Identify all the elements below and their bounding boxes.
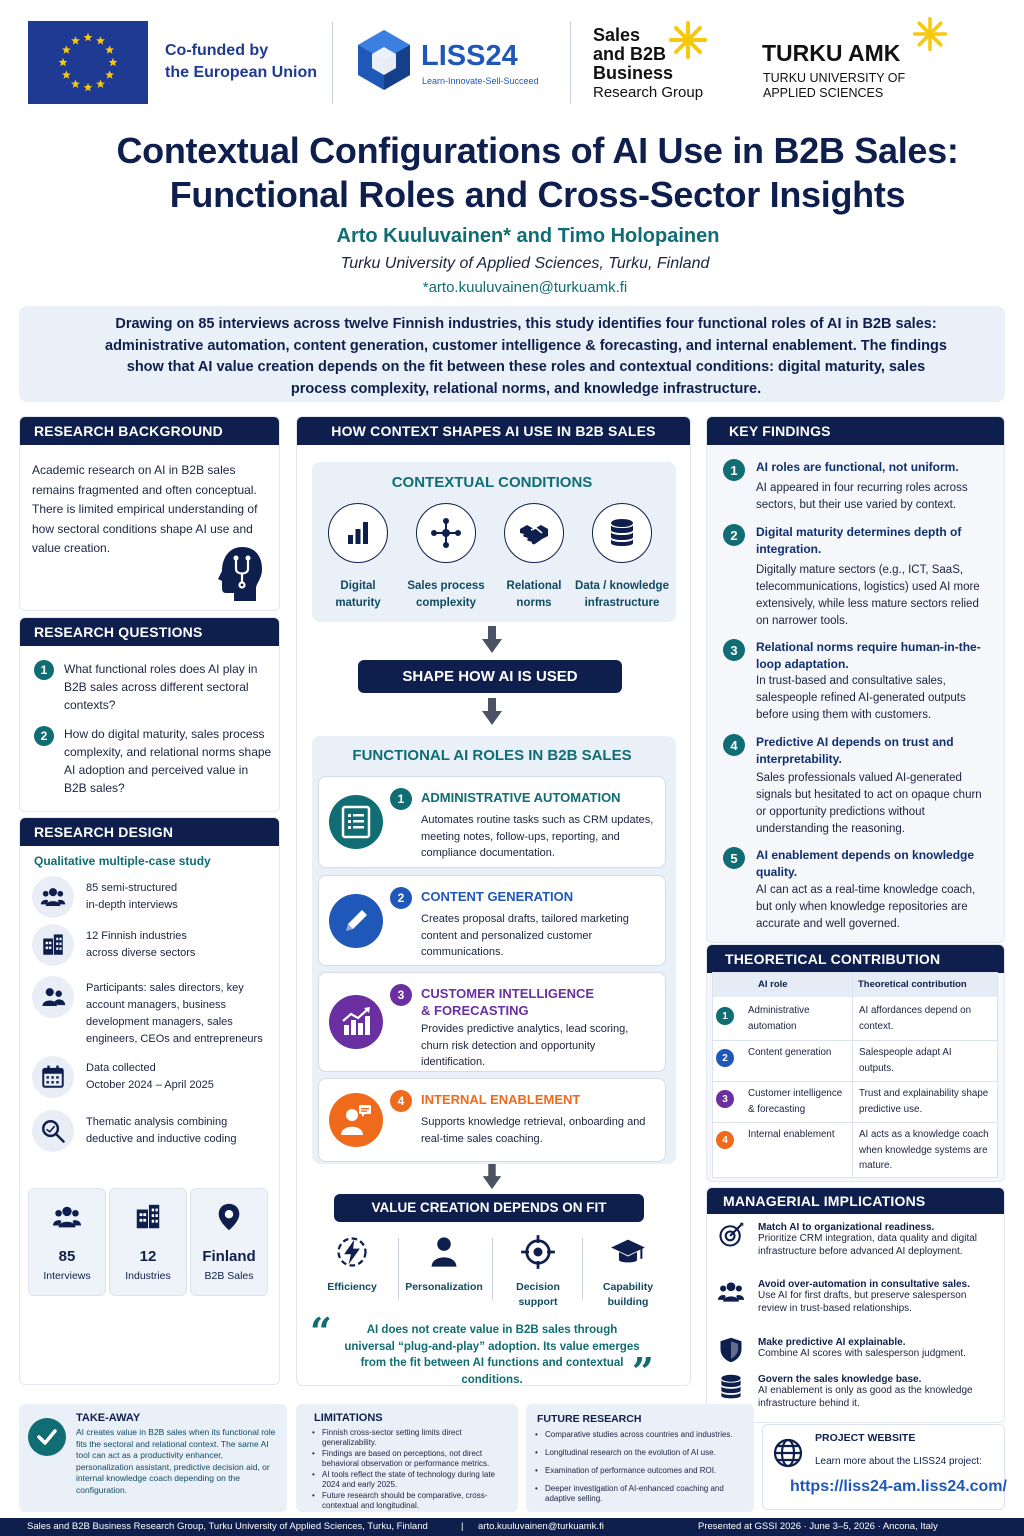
finding-text: AI appeared in four recurring roles across sectors, but their use varied by context.	[756, 482, 968, 511]
ai-head-icon	[216, 543, 264, 603]
roles-title: FUNCTIONAL AI ROLES IN B2B SALES	[352, 747, 632, 764]
checklist-document-icon	[329, 795, 383, 849]
support-person-icon	[329, 1093, 383, 1147]
participants-icon	[32, 976, 74, 1018]
header-divider	[332, 22, 333, 104]
stat-value: Finland	[202, 1248, 256, 1265]
limitations-list	[312, 1428, 512, 1512]
role-title: CUSTOMER INTELLIGENCE & FORECASTING	[421, 986, 595, 1018]
lightning-icon	[334, 1234, 370, 1270]
number-badge: 1	[723, 459, 745, 481]
liss24-tagline: Learn-Innovate-Sell-Succeed	[422, 76, 539, 86]
number-badge: 1	[390, 788, 412, 810]
finding-text: In trust-based and consultative sales, salespeople refined AI-generated outputs before using them with customers.	[756, 675, 966, 721]
finding-title: Predictive AI depends on trust and interpretability.	[756, 735, 954, 766]
value-label: Decision support	[516, 1281, 560, 1308]
stat-label: Interviews	[43, 1270, 91, 1282]
graduation-cap-icon	[610, 1234, 646, 1270]
theory-role: Content generation	[748, 1047, 832, 1058]
bar-chart-icon	[328, 503, 388, 563]
list-item: • Comparative studies across countries and industries.	[535, 1430, 749, 1440]
footer-email[interactable]: arto.kuuluvainen@turkuamk.fi	[478, 1521, 604, 1532]
affiliation: Turku University of Applied Sciences, Turku, Finland	[340, 255, 710, 272]
authors: Arto Kuuluvainen* and Timo Holopainen	[336, 225, 720, 247]
implication-text: Use AI for first drafts, but preserve salesperson review in trust-based relationships.	[758, 1290, 967, 1314]
role-text: Provides predictive analytics, lead scoring, churn risk detection and opportunity identification.	[421, 1023, 629, 1068]
conditions-title: CONTEXTUAL CONDITIONS	[391, 474, 593, 491]
theory-col-contrib: Theoretical contribution	[858, 979, 967, 990]
background-text: Academic research on AI in B2B sales remains fragmented and often conceptual. There is limited empirical understanding of how sectoral conditions shape AI use and value creation.	[32, 463, 258, 555]
people-icon	[717, 1278, 745, 1306]
building-icon	[133, 1202, 163, 1232]
takeaway-heading: TAKE-AWAY	[76, 1412, 141, 1424]
implication-title: Govern the sales knowledge base.	[758, 1374, 922, 1385]
number-badge: 2	[34, 726, 54, 746]
section-heading: THEORETICAL CONTRIBUTION	[707, 945, 1004, 973]
condition-label: Data / knowledge infrastructure	[575, 580, 669, 609]
value-divider	[582, 1238, 583, 1300]
people-icon	[32, 876, 74, 918]
list-item: • Longitudinal research on the evolution of AI use.	[535, 1448, 749, 1458]
theory-role: Customer intelligence & forecasting	[748, 1088, 843, 1115]
future-heading: FUTURE RESEARCH	[537, 1413, 642, 1425]
target-icon	[520, 1234, 556, 1270]
condition-label: Digital maturity	[335, 580, 381, 609]
section-heading: HOW CONTEXT SHAPES AI USE IN B2B SALES	[297, 417, 690, 445]
quote-text: AI does not create value in B2B sales through universal “plug-and-play” adoption. Its value emerges from the fit between AI functions and contextual conditions.	[344, 1324, 640, 1386]
turku-amk-name: TURKU AMK	[762, 40, 901, 66]
list-item: • Examination of performance outcomes and ROI.	[535, 1466, 749, 1476]
condition-label: Sales process complexity	[407, 580, 485, 609]
finding-title: AI enablement depends on knowledge quality.	[756, 848, 975, 879]
research-background-panel	[19, 416, 280, 611]
number-badge: 2	[390, 887, 412, 909]
value-label: Personalization	[405, 1281, 483, 1293]
checkmark-icon	[28, 1418, 66, 1456]
role-text: Automates routine tasks such as CRM updates, meeting notes, follow-ups, reporting, and compliance documentation.	[421, 814, 654, 859]
theory-contrib: AI affordances depend on context.	[859, 1005, 972, 1032]
list-item: • Deeper investigation of AI-enhanced coaching and adaptive selling.	[535, 1484, 749, 1504]
number-badge: 4	[723, 734, 745, 756]
quote-open-icon: “	[310, 1309, 332, 1354]
list-item: • Findings are based on perceptions, not direct behavioral observation or performance metrics.	[312, 1449, 512, 1469]
implication-title: Avoid over-automation in consultative sales.	[758, 1279, 970, 1290]
section-heading: RESEARCH DESIGN	[20, 818, 279, 846]
number-badge: 4	[390, 1090, 412, 1112]
design-item-text: 12 Finnish industries across diverse sectors	[86, 930, 196, 959]
table-row-divider	[713, 1081, 997, 1082]
role-text: Creates proposal drafts, tailored marketing content and personalized customer communications.	[421, 913, 629, 958]
database-icon	[717, 1373, 745, 1401]
quote-close-icon: ”	[632, 1349, 654, 1394]
implication-text: Prioritize CRM integration, data quality and digital infrastructure before advanced AI deployment.	[758, 1233, 977, 1257]
contact-email: *arto.kuuluvainen@turkuamk.fi	[422, 279, 628, 296]
finding-text: Sales professionals valued AI-generated signals but hesitated to act on opaque churn or opportunity predictions without understanding the reasoning.	[756, 772, 982, 835]
footer-separator: |	[461, 1521, 464, 1532]
number-badge: 1	[716, 1007, 734, 1025]
value-label: Capability building	[602, 1281, 654, 1308]
implication-title: Make predictive AI explainable.	[758, 1337, 906, 1348]
number-badge: 2	[723, 524, 745, 546]
implication-text: Combine AI scores with salesperson judgment.	[758, 1348, 966, 1359]
footer-affiliation: Sales and B2B Business Research Group, Turku University of Applied Sciences, Turku, Finland	[27, 1521, 428, 1532]
section-heading: RESEARCH BACKGROUND	[20, 417, 279, 445]
theory-col-role: AI role	[758, 979, 788, 990]
question-text: What functional roles does AI play in B2B sales across different sectoral contexts?	[64, 662, 258, 712]
role-title: CONTENT GENERATION	[421, 889, 574, 904]
role-text: Supports knowledge retrieval, onboarding and real-time sales coaching.	[421, 1116, 646, 1145]
research-questions-panel	[19, 617, 280, 812]
arrow-down-icon	[482, 698, 502, 726]
person-icon	[426, 1234, 462, 1270]
liss24-name: LISS24	[421, 40, 518, 72]
stat-value: 12	[139, 1248, 157, 1265]
condition-label: Relational norms	[506, 580, 562, 609]
number-badge: 4	[716, 1131, 734, 1149]
location-pin-icon	[214, 1202, 244, 1232]
arrow-down-icon	[482, 626, 502, 654]
finding-title: AI roles are functional, not uniform.	[756, 460, 959, 474]
eu-flag	[28, 21, 148, 104]
header-divider	[570, 22, 571, 104]
implication-text: AI enablement is only as good as the knowledge infrastructure behind it.	[758, 1385, 973, 1409]
arrow-down-icon	[482, 1164, 502, 1190]
section-heading: MANAGERIAL IMPLICATIONS	[707, 1188, 1004, 1214]
value-creation-banner: VALUE CREATION DEPENDS ON FIT	[334, 1194, 644, 1222]
number-badge: 2	[716, 1049, 734, 1067]
eu-text: Co-funded by the European Union	[165, 42, 317, 81]
turku-amk-sub: TURKU UNIVERSITY OF APPLIED SCIENCES	[763, 71, 906, 100]
sales-group-sub: Research Group	[593, 84, 704, 101]
handshake-icon	[504, 503, 564, 563]
number-badge: 5	[723, 847, 745, 869]
globe-icon	[772, 1437, 804, 1469]
website-link[interactable]: https://liss24-am.liss24.com/	[790, 1478, 1007, 1495]
calendar-icon	[32, 1056, 74, 1098]
eu-stars-icon	[28, 21, 148, 104]
sun-star-icon	[668, 20, 708, 60]
table-row-divider	[713, 1040, 997, 1041]
stat-label: B2B Sales	[204, 1270, 254, 1282]
sun-star-icon	[912, 16, 948, 52]
value-label: Efficiency	[327, 1281, 377, 1293]
section-heading: RESEARCH QUESTIONS	[20, 618, 279, 646]
shield-icon	[717, 1336, 745, 1364]
stat-value: 85	[58, 1248, 76, 1265]
number-badge: 3	[716, 1090, 734, 1108]
liss24-logo-icon	[356, 28, 412, 92]
implication-title: Match AI to organizational readiness.	[758, 1222, 935, 1233]
table-divider	[852, 973, 853, 1177]
value-divider	[398, 1238, 399, 1300]
building-icon	[32, 924, 74, 966]
value-divider	[492, 1238, 493, 1300]
database-icon	[592, 503, 652, 563]
theory-contrib: Salespeople adapt AI outputs.	[859, 1047, 952, 1074]
limitations-heading: LIMITATIONS	[314, 1412, 383, 1424]
finding-text: Digitally mature sectors (e.g., ICT, SaaS, telecommunications, logistics) used AI more extensively, while less mature sectors relied on narrower tools.	[756, 564, 980, 627]
stat-label: Industries	[125, 1270, 171, 1282]
design-item-text: Participants: sales directors, key account managers, business development managers, sales engineers, CEOs and entrepreneurs	[86, 982, 263, 1045]
research-design-panel	[19, 817, 280, 1385]
list-item: • AI tools reflect the state of technology during late 2024 and early 2025.	[312, 1470, 512, 1490]
future-list	[535, 1430, 749, 1512]
finding-text: AI can act as a real-time knowledge coach, but only when knowledge repositories are accurate and well governed.	[756, 884, 976, 930]
table-row-divider	[713, 1122, 997, 1123]
design-item-text: Thematic analysis combining deductive and inductive coding	[86, 1116, 237, 1145]
theory-contrib: AI acts as a knowledge coach when knowledge systems are mature.	[859, 1129, 989, 1171]
footer-conference: Presented at GSSI 2026 · June 3–5, 2026 · Ancona, Italy	[698, 1521, 938, 1532]
poster-title-line1: Contextual Configurations of AI Use in B2B Sales:	[116, 130, 959, 171]
growth-chart-icon	[329, 995, 383, 1049]
website-text: Learn more about the LISS24 project:	[815, 1456, 982, 1467]
theory-role: Internal enablement	[748, 1129, 835, 1140]
people-icon	[52, 1202, 82, 1232]
question-text: How do digital maturity, sales process complexity, and relational norms shape AI adoption and perceived value in B2B sales?	[64, 727, 272, 795]
takeaway-text: AI creates value in B2B sales when its functional role fits the sectoral and relational context. The same AI tool can act as a productivity enhancer, personalization assistant, predictive decision aid, or internal knowledge coach depending on the configuration.	[76, 1427, 276, 1495]
number-badge: 3	[723, 639, 745, 661]
design-subheading: Qualitative multiple-case study	[34, 854, 211, 868]
number-badge: 1	[34, 660, 54, 680]
finding-title: Relational norms require human-in-the-loop adaptation.	[756, 640, 981, 671]
role-title: ADMINISTRATIVE AUTOMATION	[421, 790, 621, 805]
website-heading: PROJECT WEBSITE	[815, 1432, 916, 1444]
magnifier-icon	[32, 1110, 74, 1152]
theory-contrib: Trust and explainability shape predictive use.	[859, 1088, 989, 1115]
shape-how-ai-banner: SHAPE HOW AI IS USED	[358, 660, 622, 693]
design-item-text: Data collected October 2024 – April 2025	[86, 1062, 214, 1091]
number-badge: 3	[390, 984, 412, 1006]
list-item: • Future research should be comparative, cross-contextual and longitudinal.	[312, 1491, 512, 1511]
target-check-icon	[717, 1221, 745, 1249]
role-title: INTERNAL ENABLEMENT	[421, 1092, 581, 1107]
network-icon	[416, 503, 476, 563]
poster-title-line2: Functional Roles and Cross-Sector Insights	[169, 174, 906, 215]
theory-role: Administrative automation	[748, 1005, 810, 1032]
list-item: • Finnish cross-sector setting limits direct generalizability.	[312, 1428, 512, 1448]
abstract-text: Drawing on 85 interviews across twelve Finnish industries, this study identifies four functional roles of AI in B2B sales: administrative automation, content generation, customer intelligence & forecasting, and internal enablement. The findings show that AI value creation depends on the fit between these roles and contextual conditions: digital maturity, sales process complexity, relational norms, and knowledge infrastructure.	[105, 316, 947, 397]
design-item-text: 85 semi-structured in-depth interviews	[86, 882, 178, 911]
sales-group-name: Sales and B2B Business	[593, 25, 674, 83]
finding-title: Digital maturity determines depth of integration.	[756, 525, 962, 556]
pencil-icon	[329, 894, 383, 948]
section-heading: KEY FINDINGS	[707, 417, 1004, 445]
